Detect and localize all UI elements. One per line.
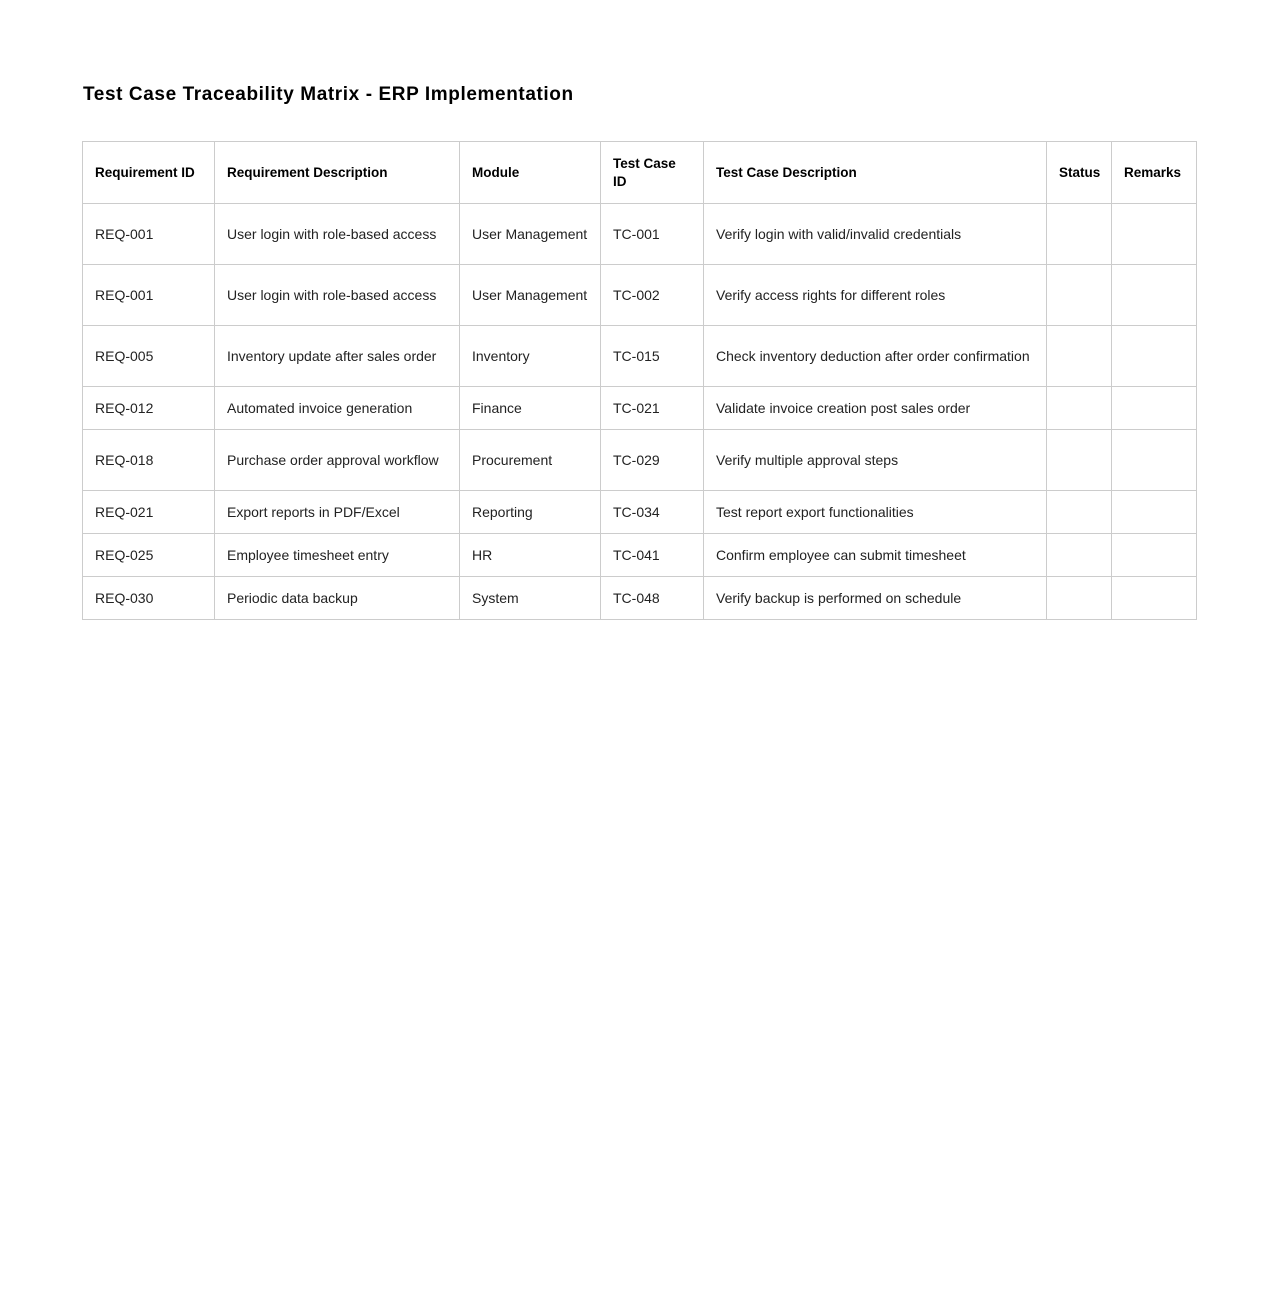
- cell-requirement-description: User login with role-based access: [215, 204, 460, 265]
- table-header-row: [83, 142, 1197, 204]
- page-title: Test Case Traceability Matrix - ERP Implementation: [83, 84, 574, 105]
- column-header-test-case-description: Test Case Description: [704, 142, 1047, 204]
- table-body: [83, 204, 1197, 620]
- cell-module: Inventory: [460, 326, 601, 387]
- cell-test-case-id: TC-029: [601, 430, 704, 491]
- cell-requirement-description: Employee timesheet entry: [215, 534, 460, 577]
- cell-test-case-description: Validate invoice creation post sales order: [704, 387, 1047, 430]
- column-header-module: Module: [460, 142, 601, 204]
- cell-remarks: [1112, 265, 1197, 326]
- column-header-test-case-id: Test Case ID: [601, 142, 704, 204]
- cell-requirement-id: REQ-018: [83, 430, 215, 491]
- cell-status: [1047, 387, 1112, 430]
- cell-status: [1047, 430, 1112, 491]
- cell-requirement-id: REQ-012: [83, 387, 215, 430]
- cell-test-case-id: TC-034: [601, 491, 704, 534]
- table-row: [83, 387, 1197, 430]
- cell-status: [1047, 577, 1112, 620]
- cell-requirement-description: Inventory update after sales order: [215, 326, 460, 387]
- cell-test-case-description: Test report export functionalities: [704, 491, 1047, 534]
- cell-test-case-description: Check inventory deduction after order confirmation: [704, 326, 1047, 387]
- cell-requirement-id: REQ-025: [83, 534, 215, 577]
- cell-test-case-description: Verify backup is performed on schedule: [704, 577, 1047, 620]
- cell-requirement-description: Automated invoice generation: [215, 387, 460, 430]
- cell-requirement-id: REQ-030: [83, 577, 215, 620]
- traceability-matrix-table: [82, 141, 1197, 620]
- table-row: [83, 491, 1197, 534]
- column-header-requirement-description: Requirement Description: [215, 142, 460, 204]
- cell-module: Procurement: [460, 430, 601, 491]
- cell-test-case-description: Verify login with valid/invalid credentials: [704, 204, 1047, 265]
- cell-remarks: [1112, 534, 1197, 577]
- table-row: [83, 430, 1197, 491]
- column-header-requirement-id: Requirement ID: [83, 142, 215, 204]
- cell-module: Finance: [460, 387, 601, 430]
- cell-test-case-id: TC-041: [601, 534, 704, 577]
- cell-requirement-id: REQ-001: [83, 204, 215, 265]
- table-row: [83, 265, 1197, 326]
- cell-status: [1047, 204, 1112, 265]
- cell-module: System: [460, 577, 601, 620]
- cell-module: User Management: [460, 265, 601, 326]
- cell-test-case-description: Verify access rights for different roles: [704, 265, 1047, 326]
- cell-remarks: [1112, 326, 1197, 387]
- cell-module: Reporting: [460, 491, 601, 534]
- table-row: [83, 204, 1197, 265]
- cell-test-case-id: TC-048: [601, 577, 704, 620]
- cell-status: [1047, 491, 1112, 534]
- cell-remarks: [1112, 204, 1197, 265]
- cell-status: [1047, 326, 1112, 387]
- table-row: [83, 326, 1197, 387]
- cell-status: [1047, 534, 1112, 577]
- cell-remarks: [1112, 491, 1197, 534]
- table-header: [83, 142, 1197, 204]
- cell-requirement-id: REQ-005: [83, 326, 215, 387]
- column-header-remarks: Remarks: [1112, 142, 1197, 204]
- cell-test-case-id: TC-021: [601, 387, 704, 430]
- cell-remarks: [1112, 387, 1197, 430]
- cell-remarks: [1112, 430, 1197, 491]
- cell-requirement-description: Export reports in PDF/Excel: [215, 491, 460, 534]
- cell-module: User Management: [460, 204, 601, 265]
- cell-requirement-id: REQ-021: [83, 491, 215, 534]
- cell-requirement-description: Purchase order approval workflow: [215, 430, 460, 491]
- cell-status: [1047, 265, 1112, 326]
- cell-requirement-id: REQ-001: [83, 265, 215, 326]
- cell-module: HR: [460, 534, 601, 577]
- table-row: [83, 534, 1197, 577]
- traceability-matrix-container: [82, 141, 1196, 620]
- cell-test-case-id: TC-001: [601, 204, 704, 265]
- column-header-status: Status: [1047, 142, 1112, 204]
- cell-requirement-description: User login with role-based access: [215, 265, 460, 326]
- cell-test-case-description: Confirm employee can submit timesheet: [704, 534, 1047, 577]
- cell-test-case-description: Verify multiple approval steps: [704, 430, 1047, 491]
- cell-test-case-id: TC-002: [601, 265, 704, 326]
- cell-requirement-description: Periodic data backup: [215, 577, 460, 620]
- table-row: [83, 577, 1197, 620]
- cell-test-case-id: TC-015: [601, 326, 704, 387]
- cell-remarks: [1112, 577, 1197, 620]
